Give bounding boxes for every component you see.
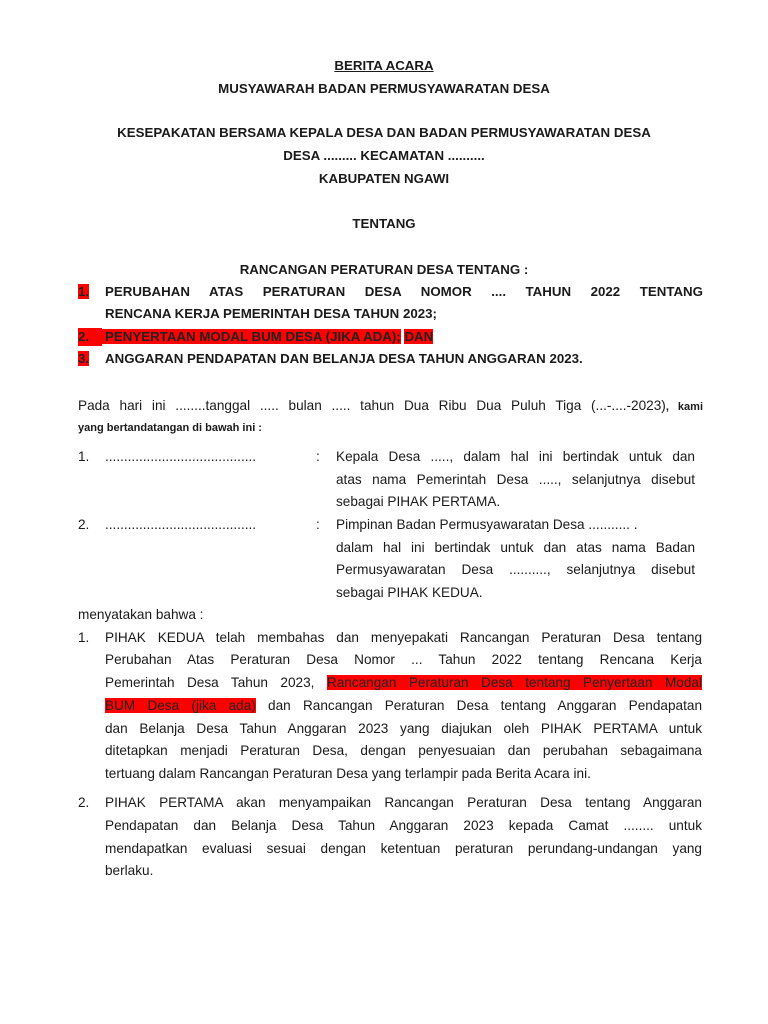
party-desc-line: sebagai PIHAK KEDUA. [336, 585, 483, 600]
agreement-line: DESA ......... KECAMATAN .......... [283, 148, 485, 163]
party-desc-line: atas nama Pemerintah Desa ....., selanjutnya disebut [336, 472, 695, 487]
party-desc-line: Kepala Desa ....., dalam hal ini bertindak untuk dan [336, 449, 695, 464]
statement-line: dan Belanja Desa Tahun Anggaran 2023 yang diajukan oleh PIHAK PERTAMA untuk [105, 721, 702, 736]
list-number: 3. [78, 351, 90, 366]
statement-number: 2. [78, 795, 90, 810]
party-name-blank: ........................................ [105, 517, 257, 532]
draft-heading: RANCANGAN PERATURAN DESA TENTANG : [239, 262, 529, 277]
statement-intro: menyatakan bahwa : [78, 607, 204, 622]
draft-item-highlight: PENYERTAAN MODAL BUM DESA (JIKA ADA); [102, 329, 401, 344]
party-desc-line: sebagai PIHAK PERTAMA. [336, 494, 501, 509]
party-desc-line: dalam hal ini bertindak untuk dan atas nama Badan [336, 540, 695, 555]
statement-line: Pendapatan dan Belanja Desa Tahun Anggaran 2023 kepada Camat ........ untuk [105, 818, 702, 833]
party-number: 2. [78, 517, 90, 532]
statement-highlight: Rancangan Peraturan Desa tentang Penyertaan Modal [326, 675, 703, 690]
party-colon: : [316, 449, 320, 464]
document-title: BERITA ACARA [334, 58, 434, 73]
list-number: 1. [78, 284, 90, 299]
statement-highlight: BUM Desa (jika ada) [105, 698, 256, 713]
document-subtitle: MUSYAWARAH BADAN PERMUSYAWARATAN DESA [218, 81, 550, 96]
draft-item-line: ANGGARAN PENDAPATAN DAN BELANJA DESA TAHUN ANGGARAN 2023. [105, 351, 583, 366]
statement-line: ditetapkan menjadi Peraturan Desa, dengan penyesuaian dan perubahan sebagaimana [105, 743, 702, 758]
party-desc-line: Pimpinan Badan Permusyawaratan Desa ........... . [336, 517, 638, 532]
party-colon: : [316, 517, 320, 532]
list-number: 2. [78, 328, 102, 346]
draft-item-line: PERUBAHAN ATAS PERATURAN DESA NOMOR .... TAHUN 2022 TENTANG [105, 284, 703, 299]
party-number: 1. [78, 449, 90, 464]
draft-item-line: RENCANA KERJA PEMERINTAH DESA TAHUN 2023; [105, 306, 437, 321]
opening-tail: , kami [665, 401, 703, 413]
about-heading: TENTANG [352, 216, 416, 231]
statement-line: PIHAK PERTAMA akan menyampaikan Rancangan Peraturan Desa tentang Anggaran [105, 795, 702, 810]
statement-number: 1. [78, 630, 90, 645]
party-name-blank: ........................................ [105, 449, 257, 464]
agreement-line: KESEPAKATAN BERSAMA KEPALA DESA DAN BADAN PERMUSYAWARATAN DESA [117, 125, 651, 140]
statement-line: berlaku. [105, 863, 154, 878]
statement-text: Pemerintah Desa Tahun 2023, [105, 675, 315, 690]
statement-line: Perubahan Atas Peraturan Desa Nomor ... Tahun 2022 tentang Rencana Kerja [105, 652, 702, 667]
statement-line: tertuang dalam Rancangan Peraturan Desa yang terlampir pada Berita Acara ini. [105, 766, 591, 781]
draft-item-suffix: DAN [404, 329, 434, 344]
party-desc-line: Permusyawaratan Desa .........., selanjutnya disebut [336, 562, 695, 577]
opening-text: yang bertandatangan di bawah ini : [78, 422, 262, 434]
statement-line: PIHAK KEDUA telah membahas dan menyepakati Rancangan Peraturan Desa tentang [105, 630, 702, 645]
opening-text: Pada hari ini ........tanggal ..... bulan ..... tahun Dua Ribu Dua Puluh Tiga (...-....-2023) [78, 398, 666, 413]
agreement-line: KABUPATEN NGAWI [318, 171, 450, 186]
statement-line: mendapatkan evaluasi sesuai dengan ketentuan peraturan perundang-undangan yang [105, 841, 702, 856]
statement-text: dan Rancangan Peraturan Desa tentang Anggaran Pendapatan [268, 698, 703, 713]
